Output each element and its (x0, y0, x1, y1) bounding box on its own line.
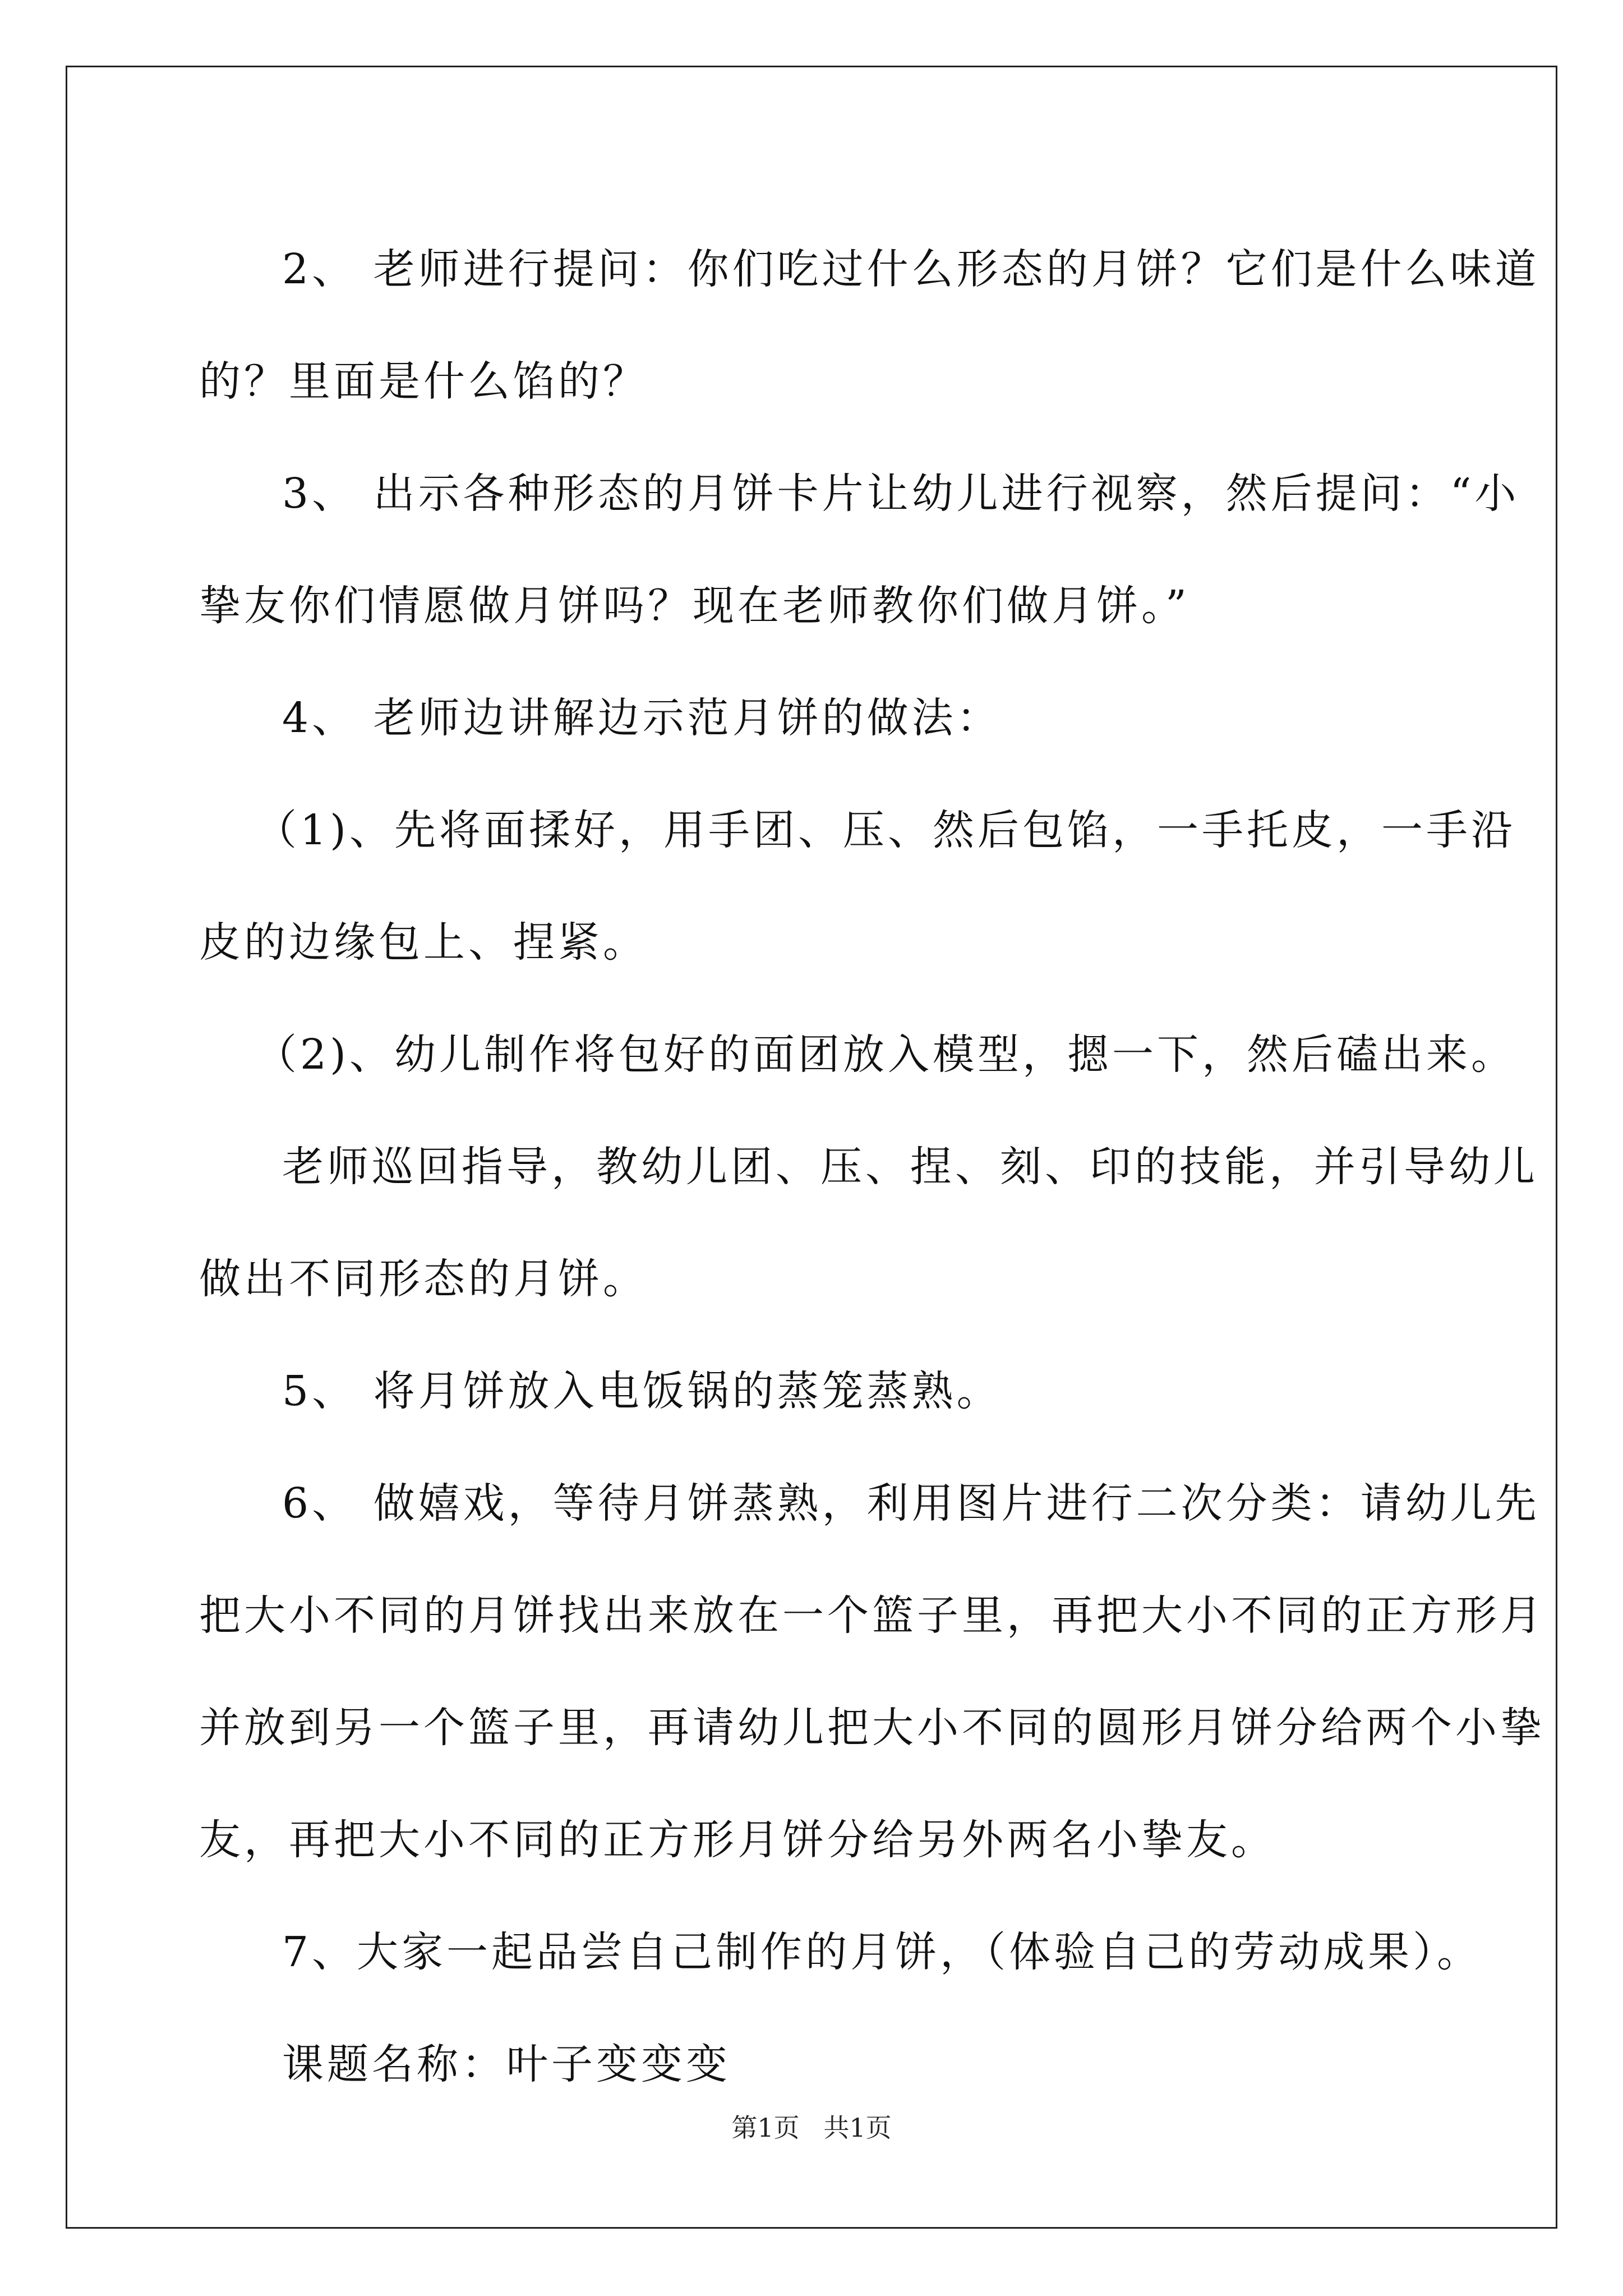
page-footer (0, 2111, 1623, 2145)
document-body (199, 213, 1545, 2120)
paragraph-line: 3、 出示各种形态的月饼卡片让幼儿进行视察，然后提问：“小 (282, 470, 1520, 518)
paragraph-line: 并放到另一个篮子里，再请幼儿把大小不同的圆形月饼分给两个小挚 (199, 1704, 1545, 1752)
page-number: 第1页 (731, 2113, 800, 2143)
paragraph-line: 老师巡回指导，教幼儿团、压、捏、刻、印的技能，并引导幼儿 (282, 1143, 1538, 1191)
paragraph-line: 挚友你们情愿做月饼吗？现在老师教你们做月饼。” (199, 582, 1190, 630)
paragraph-line: 5、 将月饼放入电饭锅的蒸笼蒸熟。 (282, 1367, 1002, 1415)
paragraph-line: （2)、幼儿制作将包好的面团放入模型，摁一下，然后磕出来。 (255, 1030, 1516, 1079)
paragraph-line: 友，再把大小不同的正方形月饼分给另外两名小挚友。 (199, 1816, 1276, 1864)
paragraph-line: 4、 老师边讲解边示范月饼的做法： (282, 694, 1002, 742)
page-total: 共1页 (823, 2113, 892, 2143)
paragraph-line: （1)、先将面揉好，用手团、压、然后包馅，一手托皮，一手沿 (255, 806, 1516, 854)
paragraph-line: 2、 老师进行提问：你们吃过什么形态的月饼？它们是什么味道 (282, 245, 1540, 293)
paragraph-line: 皮的边缘包上、捏紧。 (199, 918, 648, 967)
paragraph-line: 把大小不同的月饼找出来放在一个篮子里，再把大小不同的正方形月 (199, 1591, 1545, 1640)
paragraph-line: 6、 做嬉戏，等待月饼蒸熟，利用图片进行二次分类：请幼儿先 (282, 1479, 1540, 1527)
paragraph-line: 7、大家一起品尝自己制作的月饼，（体验自己的劳动成果）。 (282, 1928, 1482, 1976)
paragraph-line: 课题名称：叶子变变变 (282, 2040, 731, 2088)
paragraph-line: 的？里面是什么馅的？ (199, 357, 648, 406)
paragraph-line: 做出不同形态的月饼。 (199, 1255, 648, 1303)
